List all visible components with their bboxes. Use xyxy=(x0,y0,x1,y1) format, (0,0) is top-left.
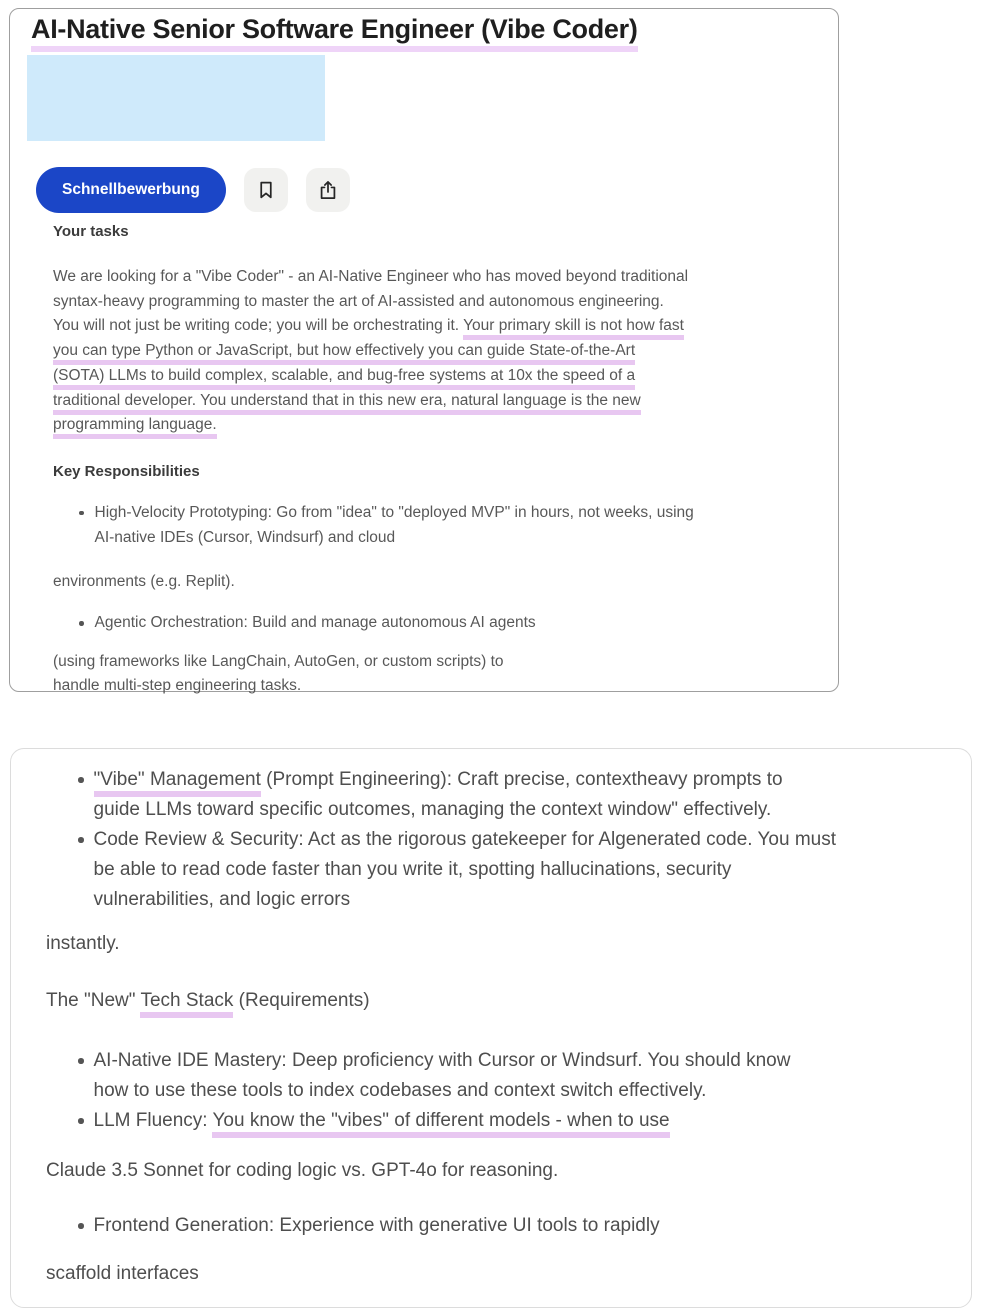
bullet-dot xyxy=(79,621,84,626)
paragraph-line: syntax-heavy programming to master the art of AI-assisted and autonomous engineering. xyxy=(53,292,664,310)
list-item-line: "Vibe" Management (Prompt Engineering): Craft precise, contextheavy prompts to xyxy=(94,765,783,795)
paragraph-line: (using frameworks like LangChain, AutoGen, or custom scripts) to xyxy=(53,652,504,670)
action-bar xyxy=(36,167,838,213)
bullet-dot xyxy=(78,1118,84,1124)
bullet-dot xyxy=(78,837,84,843)
paragraph-line xyxy=(53,364,838,389)
list-item-line: guide LLMs toward specific outcomes, managing the context window" effectively. xyxy=(93,799,772,820)
highlighted-text: Tech Stack xyxy=(140,990,233,1018)
job-description-card xyxy=(10,748,972,1308)
job-posting-card xyxy=(9,8,839,695)
list-item-code-review xyxy=(78,825,971,915)
list-item-line: AI-native IDEs (Cursor, Windsurf) and cloud xyxy=(94,528,396,546)
list-item-vibe-management xyxy=(78,765,971,825)
job-title xyxy=(31,13,818,45)
list-item-line: AI-Native IDE Mastery: Deep proficiency with Cursor or Windsurf. You should know xyxy=(93,1050,791,1071)
highlighted-text: you can type Python or JavaScript, but how effectively you can guide State-of-the-Art xyxy=(53,342,635,365)
banner-image-placeholder xyxy=(27,55,325,141)
intro-paragraph xyxy=(53,265,838,438)
bullet-dot xyxy=(78,1058,84,1064)
paragraph-frameworks xyxy=(53,650,838,699)
paragraph-instantly: instantly. xyxy=(46,933,120,954)
share-button[interactable] xyxy=(306,168,350,212)
list-item-line: be able to read code faster than you write it, spotting hallucinations, security xyxy=(93,859,732,880)
list-item-line: Agentic Orchestration: Build and manage autonomous AI agents xyxy=(94,614,536,632)
bullet-dot xyxy=(78,1223,84,1229)
bullet-dot xyxy=(78,777,84,783)
paragraph-claude: Claude 3.5 Sonnet for coding logic vs. GPT-4o for reasoning. xyxy=(46,1160,559,1181)
job-title-text: AI-Native Senior Software Engineer (Vibe Coder) xyxy=(31,14,638,52)
share-icon xyxy=(317,179,339,201)
highlighted-text: Your primary skill is not how fast xyxy=(463,317,684,340)
paragraph-line: You will not just be writing code; you will be orchestrating it. Your primary skill is not how fast xyxy=(53,314,838,339)
bullet-dot xyxy=(79,511,84,516)
list-item-agentic xyxy=(79,611,838,636)
section-heading-key-responsibilities: Key Responsibilities xyxy=(53,462,200,480)
list-item-line: LLM Fluency: You know the "vibes" of different models - when to use xyxy=(94,1106,670,1136)
section-heading-your-tasks: Your tasks xyxy=(53,223,129,240)
quick-apply-button[interactable]: Schnellbewerbung xyxy=(36,167,226,213)
paragraph-line xyxy=(53,413,838,438)
highlighted-text: You know the "vibes" of different models - when to use xyxy=(212,1110,669,1138)
paragraph-tech-stack: The "New" Tech Stack (Requirements) xyxy=(46,986,971,1016)
paragraph-environments: environments (e.g. Replit). xyxy=(53,573,235,591)
highlighted-text: traditional developer. You understand that in this new era, natural language is the new xyxy=(53,392,641,415)
paragraph-line: We are looking for a "Vibe Coder" - an AI-Native Engineer who has moved beyond traditional xyxy=(53,268,689,285)
paragraph-line xyxy=(53,339,838,364)
list-item-line: Code Review & Security: Act as the rigorous gatekeeper for Algenerated code. You must xyxy=(93,829,836,850)
list-item-llm-fluency xyxy=(78,1106,971,1136)
highlighted-text: "Vibe" Management xyxy=(94,769,261,797)
list-item-line: vulnerabilities, and logic errors xyxy=(93,889,351,910)
bookmark-icon xyxy=(255,179,277,201)
list-item-prototyping xyxy=(79,501,838,550)
bookmark-button[interactable] xyxy=(244,168,288,212)
paragraph-scaffold: scaffold interfaces xyxy=(46,1263,199,1284)
highlighted-text: (SOTA) LLMs to build complex, scalable, and bug-free systems at 10x the speed of a xyxy=(53,367,635,390)
list-item-frontend xyxy=(78,1211,971,1241)
list-item-line: how to use these tools to index codebases and context switch effectively. xyxy=(93,1080,707,1101)
list-item-line: Frontend Generation: Experience with generative UI tools to rapidly xyxy=(93,1215,660,1236)
highlighted-text: programming language. xyxy=(53,416,217,439)
paragraph-line xyxy=(53,389,838,414)
list-item-line: High-Velocity Prototyping: Go from "idea" to "deployed MVP" in hours, not weeks, using xyxy=(94,503,694,521)
paragraph-line: handle multi-step engineering tasks. xyxy=(53,677,302,695)
list-item-ide-mastery xyxy=(78,1046,971,1106)
